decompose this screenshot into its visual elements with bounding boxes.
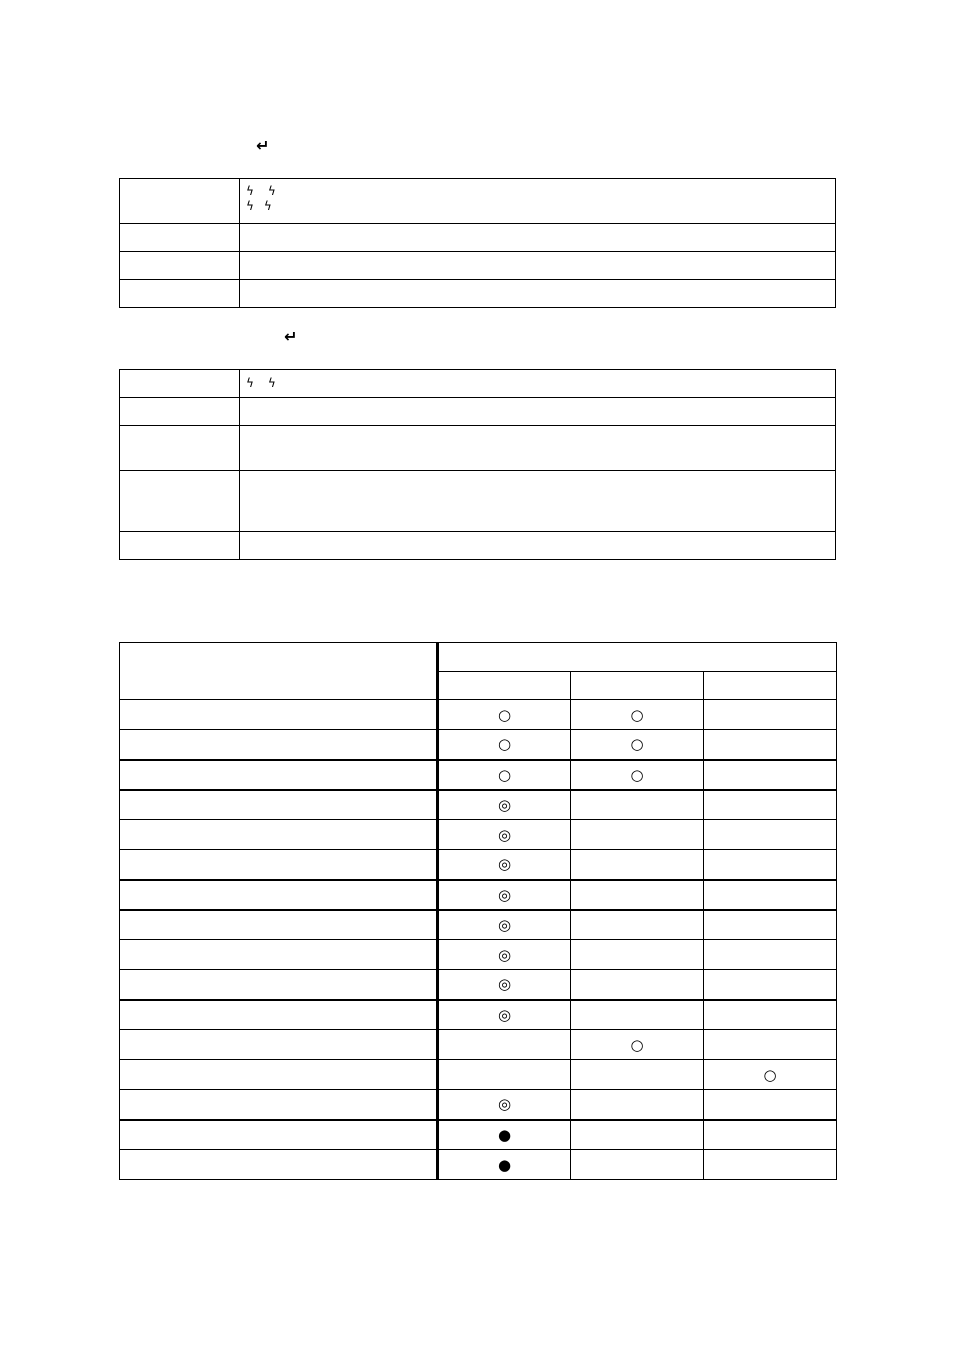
glyph-mark: ϟ bbox=[267, 376, 276, 390]
table-2-label-cell bbox=[120, 426, 240, 471]
enter-icon: ↵ bbox=[256, 136, 270, 155]
table-3-mark-cell bbox=[438, 790, 571, 820]
table-3-mark: ◎ bbox=[497, 975, 512, 994]
table-1-value-cell bbox=[240, 252, 836, 280]
table-3-mark-cell bbox=[571, 1000, 704, 1030]
glyph-mark: ϟ bbox=[267, 184, 276, 198]
table-3-mark-cell bbox=[571, 730, 704, 760]
table-3-mark: ○ bbox=[630, 765, 644, 784]
table-row bbox=[120, 1030, 837, 1060]
table-3-mark-cell bbox=[438, 940, 571, 970]
table-3-mark: ○ bbox=[497, 765, 512, 784]
table-3-mark-cell bbox=[438, 760, 571, 790]
table-3-mark: ○ bbox=[630, 705, 644, 724]
table-3-mark-cell bbox=[438, 1090, 571, 1120]
table-3-mark: ○ bbox=[630, 1035, 644, 1054]
table-3-mark-cell bbox=[438, 970, 571, 1000]
table-3-mark-cell bbox=[571, 760, 704, 790]
table-3-mark: ◎ bbox=[497, 915, 512, 934]
table-1-value-cell bbox=[240, 280, 836, 308]
table-3-mark-cell bbox=[571, 850, 704, 880]
table-3-header-cell bbox=[120, 643, 438, 700]
table-3-mark-cell bbox=[704, 970, 837, 1000]
table-3-mark-cell bbox=[438, 850, 571, 880]
table-3-mark-cell bbox=[704, 1060, 837, 1090]
table-3-label-cell bbox=[120, 880, 438, 910]
table-row bbox=[120, 880, 837, 910]
table-3-mark-cell bbox=[704, 940, 837, 970]
table-3-mark-cell bbox=[704, 1090, 837, 1120]
table-3-mark-cell bbox=[571, 940, 704, 970]
table-1-label-cell bbox=[120, 179, 240, 224]
table-3-mark-cell bbox=[571, 790, 704, 820]
table-3-mark: ○ bbox=[763, 1065, 777, 1084]
table-row bbox=[120, 760, 837, 790]
table-3-label-cell bbox=[120, 1090, 438, 1120]
table-3-label-cell bbox=[120, 730, 438, 760]
table-3-label-cell bbox=[120, 970, 438, 1000]
table-3-mark: ● bbox=[497, 1155, 512, 1174]
table-2-label-cell bbox=[120, 471, 240, 532]
table-3-mark-cell bbox=[438, 1000, 571, 1030]
table-3-mark-cell bbox=[571, 1090, 704, 1120]
table-3-mark-cell bbox=[704, 730, 837, 760]
table-3-mark-cell bbox=[438, 700, 571, 730]
table-3-mark-cell bbox=[704, 910, 837, 940]
table-3-mark-cell bbox=[704, 1030, 837, 1060]
table-3-mark-cell bbox=[438, 1060, 571, 1090]
table-3-mark-cell bbox=[704, 880, 837, 910]
table-3-label-cell bbox=[120, 760, 438, 790]
table-3-mark-cell bbox=[704, 1150, 837, 1180]
table-1-value-cell bbox=[240, 224, 836, 252]
table-3-mark-cell bbox=[571, 1150, 704, 1180]
table-row bbox=[120, 1150, 837, 1180]
table-3-mark: ○ bbox=[630, 735, 644, 754]
table-2-label-cell bbox=[120, 398, 240, 426]
table-3-mark-cell bbox=[704, 1000, 837, 1030]
glyph-mark: ϟ bbox=[246, 184, 254, 198]
table-3-subheader-cell bbox=[571, 672, 704, 700]
table-1 bbox=[119, 178, 836, 308]
table-row bbox=[120, 850, 837, 880]
table-row bbox=[120, 730, 837, 760]
table-3-mark-cell bbox=[571, 1030, 704, 1060]
table-3-mark: ◎ bbox=[497, 1095, 512, 1114]
table-3-mark-cell bbox=[571, 1120, 704, 1150]
table-row bbox=[120, 820, 837, 850]
table-3-mark: ◎ bbox=[497, 855, 512, 874]
table-3-mark-cell bbox=[704, 850, 837, 880]
table-3-label-cell bbox=[120, 790, 438, 820]
glyph-mark: ϟ bbox=[246, 199, 254, 213]
table-3 bbox=[119, 642, 837, 1180]
table-3-label-cell bbox=[120, 910, 438, 940]
table-2-value-cell bbox=[240, 398, 836, 426]
table-3-mark-cell bbox=[704, 1120, 837, 1150]
table-3-mark-cell bbox=[438, 1150, 571, 1180]
table-3-mark-cell bbox=[704, 760, 837, 790]
table-3-body bbox=[120, 700, 837, 1180]
table-3-label-cell bbox=[120, 1150, 438, 1180]
table-row bbox=[120, 940, 837, 970]
table-3-group-header-cell bbox=[438, 643, 837, 672]
enter-icon: ↵ bbox=[284, 327, 298, 346]
table-row bbox=[120, 1120, 837, 1150]
table-3-mark-cell bbox=[704, 700, 837, 730]
table-row bbox=[120, 910, 837, 940]
table-row bbox=[120, 970, 837, 1000]
table-3-mark-cell bbox=[571, 820, 704, 850]
table-3-mark-cell bbox=[704, 820, 837, 850]
table-2 bbox=[119, 369, 836, 560]
table-2-label-cell bbox=[120, 370, 240, 398]
table-row bbox=[120, 1090, 837, 1120]
table-3-mark-cell bbox=[438, 820, 571, 850]
table-3-subheader-cell bbox=[438, 672, 571, 700]
table-row bbox=[120, 1060, 837, 1090]
table-3-subheader-cell bbox=[704, 672, 837, 700]
table-3-mark: ● bbox=[497, 1125, 512, 1144]
table-1-label-cell bbox=[120, 252, 240, 280]
table-2-label-cell bbox=[120, 532, 240, 560]
table-3-mark-cell bbox=[571, 970, 704, 1000]
table-3-mark-cell bbox=[438, 880, 571, 910]
table-2-value-cell bbox=[240, 532, 836, 560]
table-3-label-cell bbox=[120, 700, 438, 730]
table-3-mark: ○ bbox=[497, 705, 512, 724]
table-3-mark: ◎ bbox=[497, 795, 512, 814]
table-3-label-cell bbox=[120, 1060, 438, 1090]
table-3-label-cell bbox=[120, 850, 438, 880]
table-1-label-cell bbox=[120, 280, 240, 308]
table-row bbox=[120, 790, 837, 820]
table-3-mark-cell bbox=[571, 700, 704, 730]
table-row bbox=[120, 700, 837, 730]
table-3-label-cell bbox=[120, 1030, 438, 1060]
table-row bbox=[120, 1000, 837, 1030]
table-3-mark-cell bbox=[571, 880, 704, 910]
glyph-mark: ϟ bbox=[246, 376, 254, 390]
glyph-mark: ϟ bbox=[263, 199, 272, 213]
table-1-label-cell bbox=[120, 224, 240, 252]
table-3-mark: ◎ bbox=[497, 945, 512, 964]
table-3-mark-cell bbox=[571, 1060, 704, 1090]
table-3-mark: ◎ bbox=[497, 885, 512, 904]
table-3-mark-cell bbox=[438, 1120, 571, 1150]
table-3-mark-cell bbox=[438, 1030, 571, 1060]
table-3-label-cell bbox=[120, 1000, 438, 1030]
table-2-value-cell bbox=[240, 471, 836, 532]
table-1-glyph-cell bbox=[240, 179, 836, 224]
table-3-mark: ◎ bbox=[497, 1005, 512, 1024]
table-3-mark-cell bbox=[704, 790, 837, 820]
table-3-mark: ◎ bbox=[497, 825, 512, 844]
table-3-label-cell bbox=[120, 820, 438, 850]
table-3-mark-cell bbox=[571, 910, 704, 940]
table-2-glyph-cell bbox=[240, 370, 836, 398]
table-3-mark: ○ bbox=[497, 735, 512, 754]
table-3-mark-cell bbox=[438, 730, 571, 760]
table-3-label-cell bbox=[120, 940, 438, 970]
table-3-mark-cell bbox=[438, 910, 571, 940]
table-2-value-cell bbox=[240, 426, 836, 471]
table-3-label-cell bbox=[120, 1120, 438, 1150]
